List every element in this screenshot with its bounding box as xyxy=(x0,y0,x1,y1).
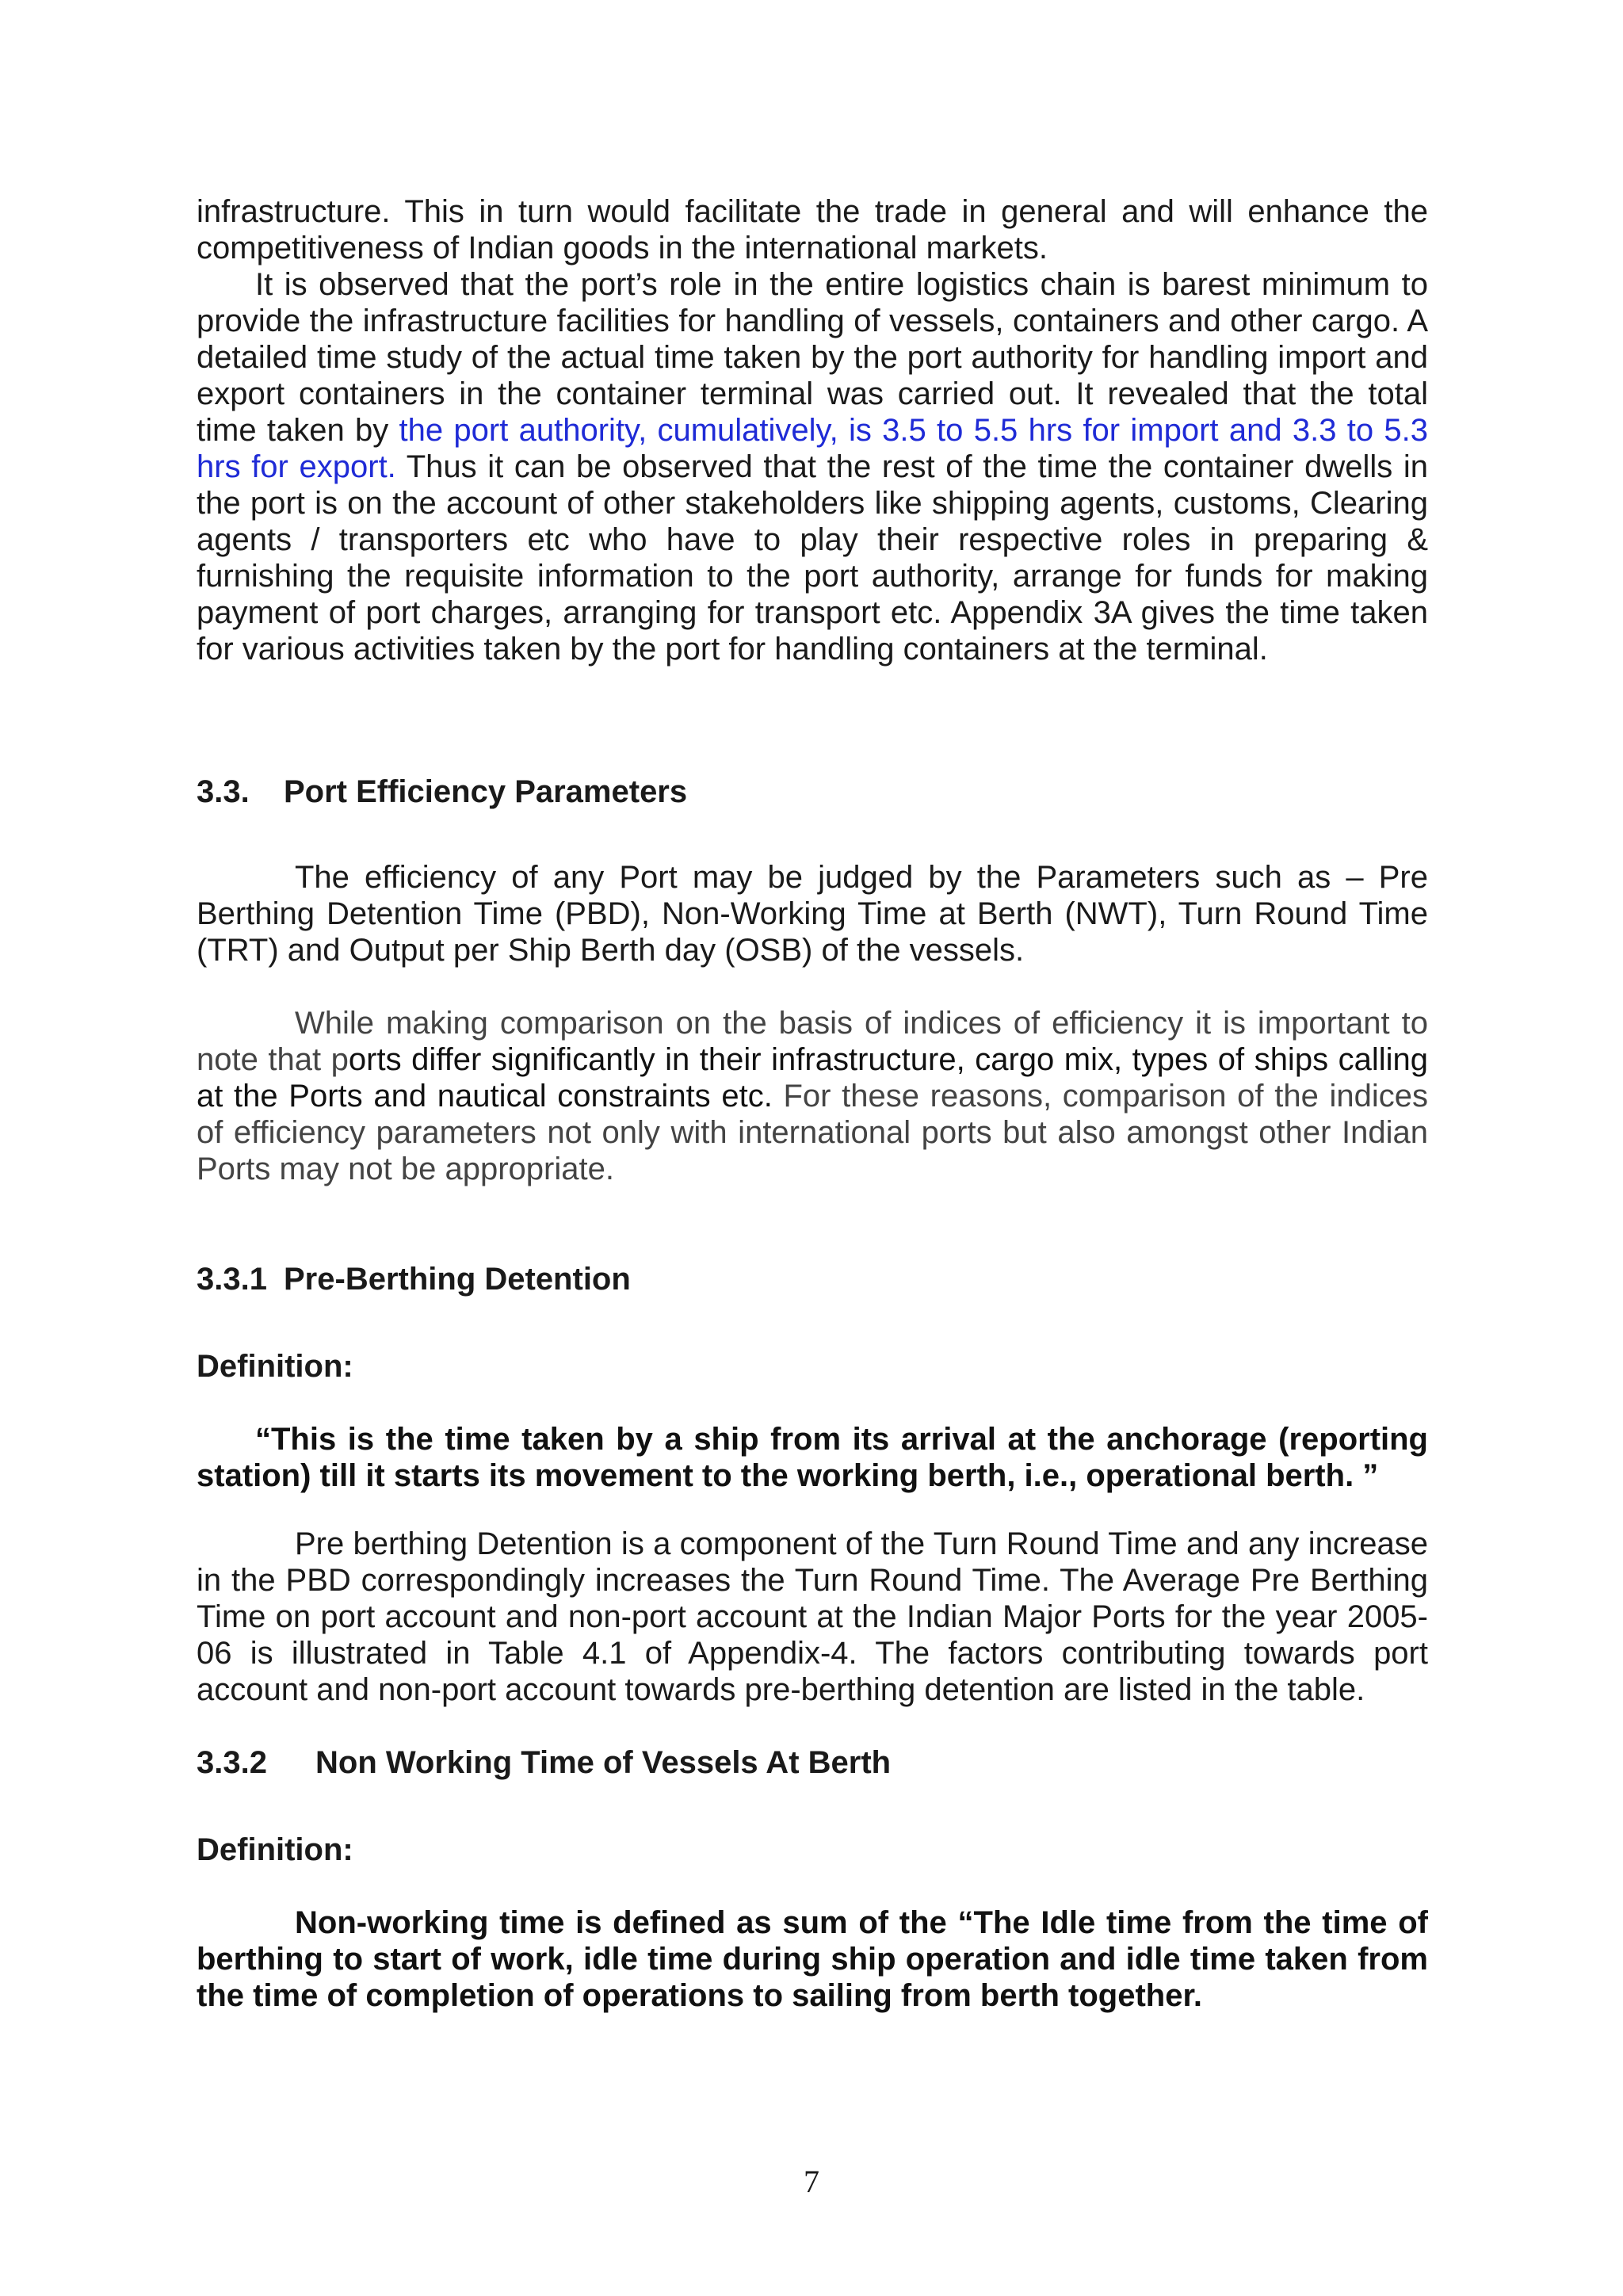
section-title: Port Efficiency Parameters xyxy=(284,774,688,809)
section-number: 3.3.1 xyxy=(197,1262,267,1297)
definition-pre-berthing: “This is the time taken by a ship from its arrival at the anchorage (reporting station) till it starts its movement to the working berth, i.e., operational berth. ” xyxy=(197,1422,1428,1493)
paragraph-comparison xyxy=(197,1005,1428,1187)
port-role-text-before: It is observed that the port’s role in the entire logistics chain is barest minimum to provide the infrastructure facilities for handling of vessels, containers and other cargo. A detailed time study of the actual time taken by the port authority for handling import and export containers in the container terminal was carried out. It revealed that the total time taken by xyxy=(197,267,1428,448)
definition-label: Definition: xyxy=(197,1349,353,1384)
definition-label: Definition: xyxy=(197,1832,353,1867)
section-title: Non Working Time of Vessels At Berth xyxy=(315,1745,892,1780)
page-number: 7 xyxy=(804,2164,819,2199)
section-title: Pre-Berthing Detention xyxy=(284,1262,631,1297)
paragraph-intro-end: infrastructure. This in turn would facilitate the trade in general and will enhance the competitiveness of Indian goods in the international markets. xyxy=(197,194,1428,266)
comparison-text-b: orts differ significantly in their infrastructure, cargo mix, types of ships calling at the Ports and nautical constraints etc. xyxy=(197,1042,1429,1114)
definition-non-working-time: Non-working time is defined as sum of the “The Idle time from the time of berthing to start of work, idle time during ship operation and idle time taken from the time of completion of operations to sailing from berth together. xyxy=(197,1905,1428,2013)
port-role-highlight: the port authority, cumulatively, is 3.5 to 5.5 hrs for import and 3.3 to 5.3 hrs for export. xyxy=(197,413,1428,484)
section-heading-3-3-2 xyxy=(197,1744,1428,1781)
port-role-text-after: Thus it can be observed that the rest of the time the container dwells in the port is on the account of other stakeholders like shipping agents, customs, Clearing agents / transporters etc who have to play their respective roles in preparing & furnishing the requisite information to the port authority, arrange for funds for making payment of port charges, arranging for transport etc. Appendix 3A gives the time taken for various activities taken by the port for handling containers at the terminal. xyxy=(197,449,1428,667)
section-heading-3-3 xyxy=(197,774,1428,810)
section-number: 3.3.2 xyxy=(197,1745,267,1780)
document-page xyxy=(197,193,1428,2014)
comparison-text-c: For these reasons, comparison of the indices of efficiency parameters not only with international ports but also amongst other Indian Ports may not be appropriate. xyxy=(197,1079,1428,1186)
section-number: 3.3. xyxy=(197,774,250,809)
paragraph-port-role xyxy=(197,266,1428,667)
section-heading-3-3-1 xyxy=(197,1261,1428,1297)
comparison-text-a: While making comparison on the basis of indices of efficiency it is important to note that p xyxy=(197,1006,1428,1077)
paragraph-pre-berthing: Pre berthing Detention is a component of the Turn Round Time and any increase in the PBD correspondingly increases the Turn Round Time. The Average Pre Berthing Time on port account and non-port account at the Indian Major Ports for the year 2005-06 is illustrated in Table 4.1 of Appendix-4. The factors contributing towards port account and non-port account towards pre-berthing detention are listed in the table. xyxy=(197,1526,1428,1707)
paragraph-efficiency-parameters: The efficiency of any Port may be judged by the Parameters such as – Pre Berthing Detention Time (PBD), Non-Working Time at Berth (NWT), Turn Round Time (TRT) and Output per Ship Berth day (OSB) of the vessels. xyxy=(197,860,1428,968)
